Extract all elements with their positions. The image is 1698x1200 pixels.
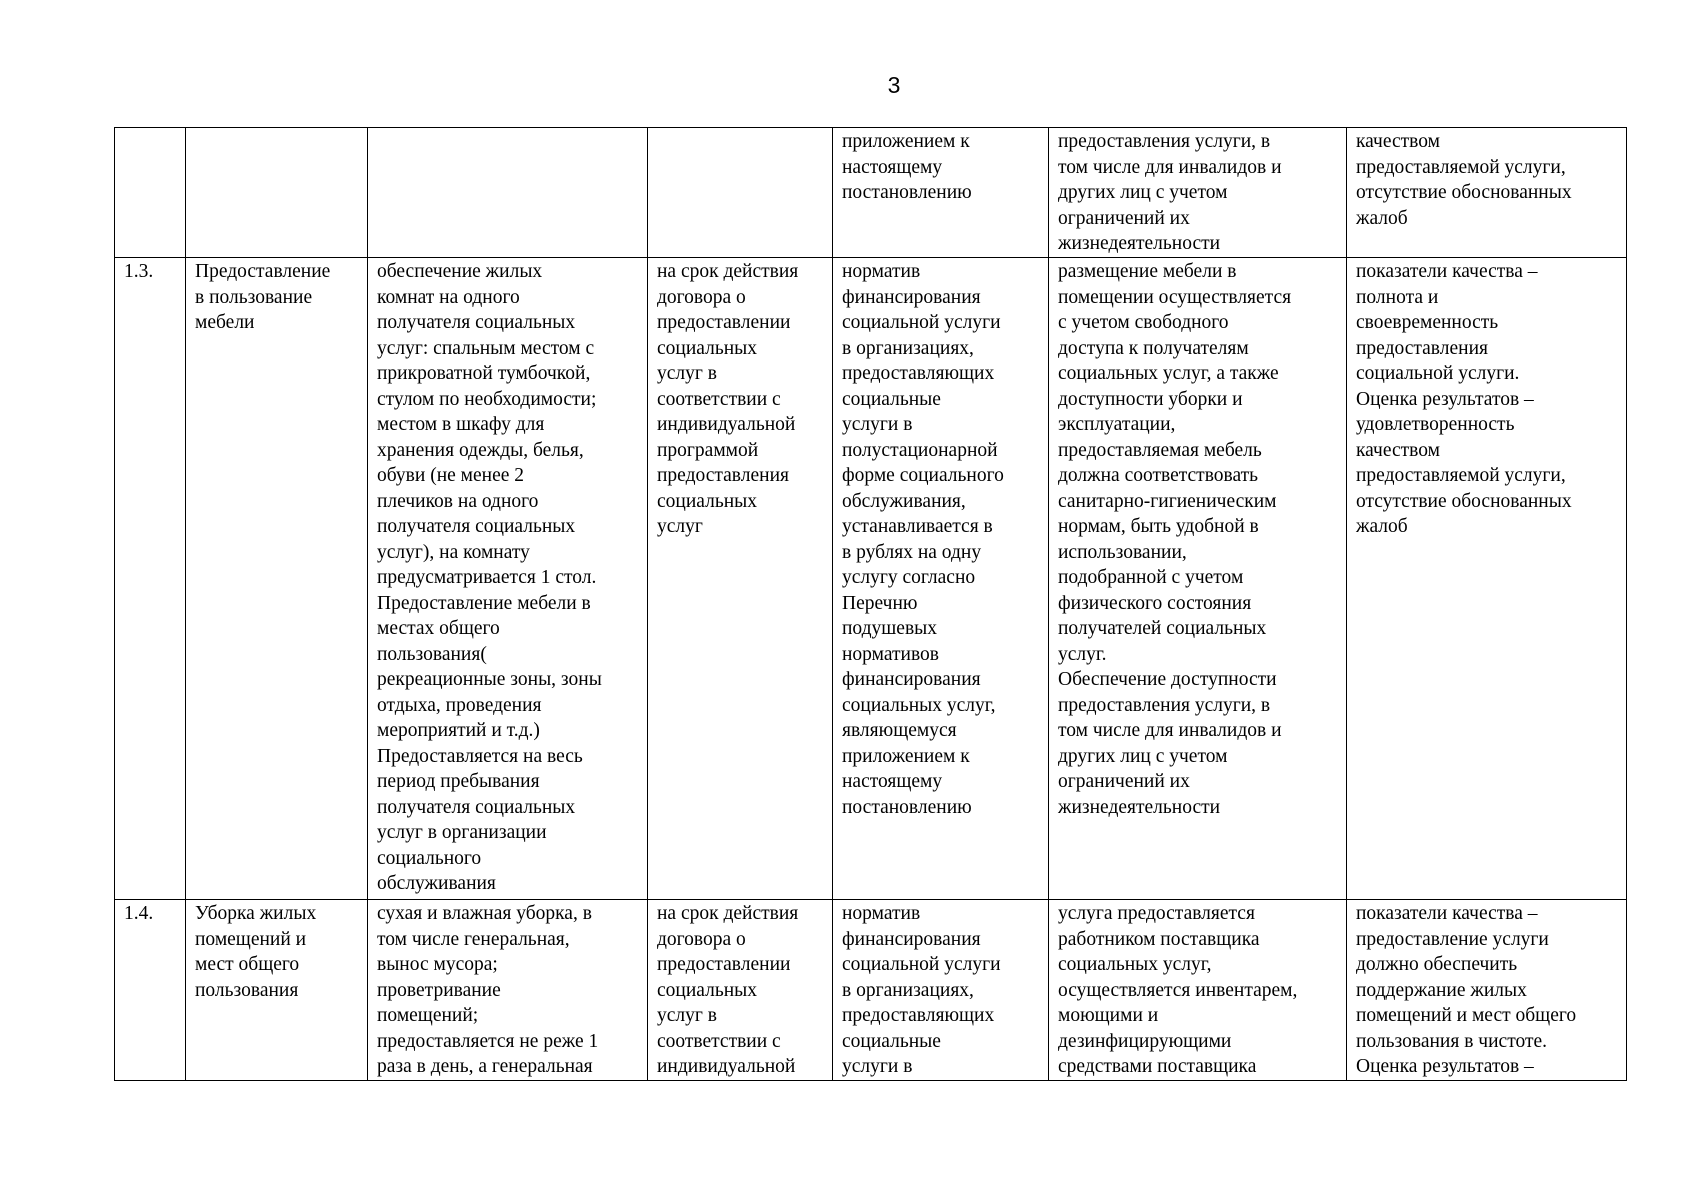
cell-financing: норматив финансирования социальной услуги в организациях, предоставляющих социальные услуги в xyxy=(833,900,1049,1081)
cell-financing: приложением к настоящему постановлению xyxy=(833,128,1049,258)
page-number: 3 xyxy=(887,72,901,98)
cell-service-name: Предоставление в пользование мебели xyxy=(186,258,368,900)
cell-number xyxy=(115,128,186,258)
cell-service-name xyxy=(186,128,368,258)
table-row xyxy=(115,900,1627,1081)
cell-quality: показатели качества – полнота и своевременность предоставления социальной услуги. Оценка результатов – удовлетворенность качеством предоставляемой услуги, отсутствие обоснованных жалоб xyxy=(1347,258,1627,900)
cell-service-name: Уборка жилых помещений и мест общего пользования xyxy=(186,900,368,1081)
services-table xyxy=(114,127,1627,1081)
cell-term xyxy=(648,128,833,258)
cell-description xyxy=(368,128,648,258)
cell-description: сухая и влажная уборка, в том числе генеральная, вынос мусора; проветривание помещений; предоставляется не реже 1 раза в день, а генеральная xyxy=(368,900,648,1081)
cell-conditions: услуга предоставляется работником поставщика социальных услуг, осуществляется инвентарем, моющими и дезинфицирующими средствами поставщика xyxy=(1049,900,1347,1081)
cell-quality: качеством предоставляемой услуги, отсутствие обоснованных жалоб xyxy=(1347,128,1627,258)
cell-financing: норматив финансирования социальной услуги в организациях, предоставляющих социальные услуги в полустационарной форме социального обслуживания, устанавливается в в рублях на одну услугу согласно Перечню подушевых нормативов финансирования социальных услуг, являющемуся приложением к настоящему постановлению xyxy=(833,258,1049,900)
table-row xyxy=(115,128,1627,258)
cell-conditions: размещение мебели в помещении осуществляется с учетом свободного доступа к получателям социальных услуг, а также доступности уборки и эксплуатации, предоставляемая мебель должна соответствовать санитарно-гигиеническим нормам, быть удобной в использовании, подобранной с учетом физического состояния получателей социальных услуг. Обеспечение доступности предоставления услуги, в том числе для инвалидов и других лиц с учетом ограничений их жизнедеятельности xyxy=(1049,258,1347,900)
table-row xyxy=(115,258,1627,900)
cell-number: 1.4. xyxy=(115,900,186,1081)
cell-description: обеспечение жилых комнат на одного получателя социальных услуг: спальным местом с прикроватной тумбочкой, стулом по необходимости; местом в шкафу для хранения одежды, белья, обуви (не менее 2 плечиков на одного получателя социальных услуг), на комнату предусматривается 1 стол. Предоставление мебели в местах общего пользования( рекреационные зоны, зоны отдыха, проведения мероприятий и т.д.) Предоставляется на весь период пребывания получателя социальных услуг в организации социального обслуживания xyxy=(368,258,648,900)
cell-conditions: предоставления услуги, в том числе для инвалидов и других лиц с учетом ограничений их жизнедеятельности xyxy=(1049,128,1347,258)
cell-quality: показатели качества – предоставление услуги должно обеспечить поддержание жилых помещений и мест общего пользования в чистоте. Оценка результатов – xyxy=(1347,900,1627,1081)
cell-number: 1.3. xyxy=(115,258,186,900)
cell-term: на срок действия договора о предоставлении социальных услуг в соответствии с индивидуальной xyxy=(648,900,833,1081)
cell-term: на срок действия договора о предоставлении социальных услуг в соответствии с индивидуальной программой предоставления социальных услуг xyxy=(648,258,833,900)
